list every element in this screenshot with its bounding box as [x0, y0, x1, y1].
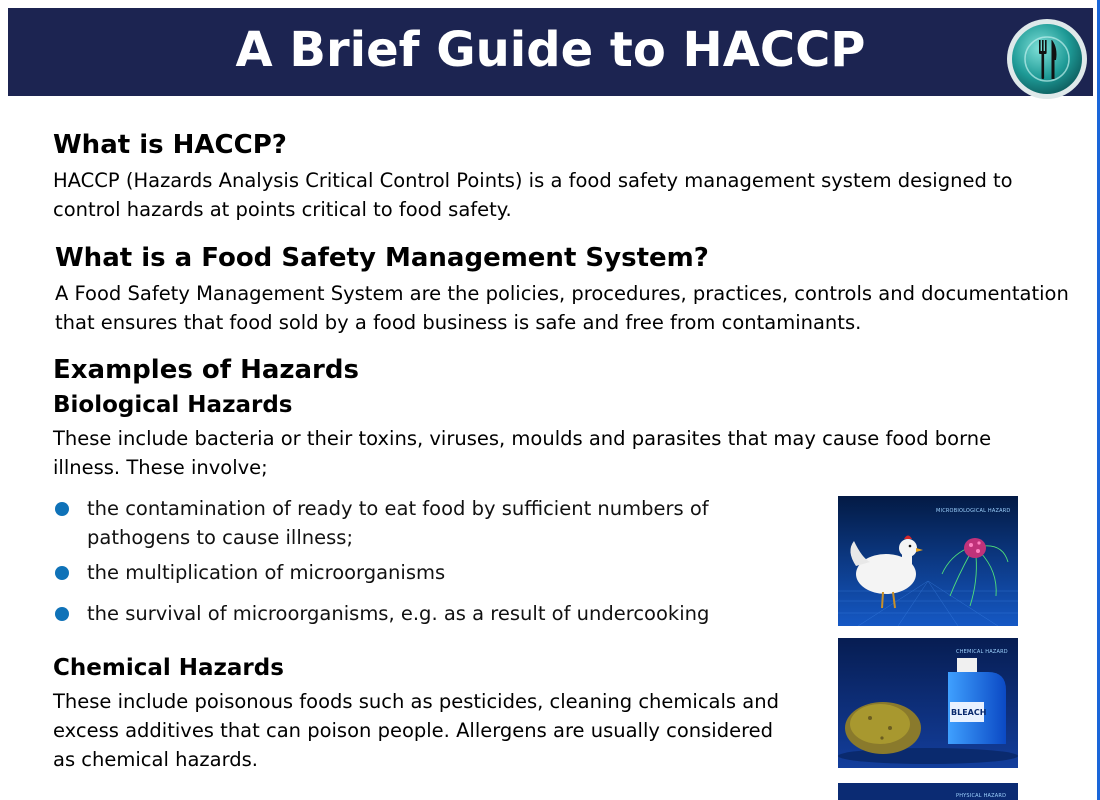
heading-chemical-hazards: Chemical Hazards — [53, 655, 284, 681]
physical-hazard-image — [838, 783, 1018, 800]
plate-cutlery-icon — [1006, 18, 1088, 100]
list-item — [55, 558, 795, 587]
list-item — [55, 599, 795, 628]
page-title: A Brief Guide to HACCP — [235, 22, 866, 78]
list-item-text: the survival of microorganisms, e.g. as a result of undercooking — [87, 602, 710, 625]
paragraph-food-safety-management-system: A Food Safety Management System are the policies, procedures, practices, controls and documentation that ensures that food sold by a food business is safe and free from contaminants. — [55, 282, 1069, 334]
microbiological-hazard-image — [838, 496, 1018, 626]
image-caption-chemical: CHEMICAL HAZARD — [956, 649, 1008, 655]
list-item — [55, 494, 795, 552]
bullet-dot — [55, 607, 69, 621]
heading-food-safety-management-system: What is a Food Safety Management System? — [55, 243, 709, 273]
paragraph-biological-hazards: These include bacteria or their toxins, viruses, moulds and parasites that may cause food borne illness. These involve; — [53, 427, 992, 479]
bullet-dot — [55, 502, 69, 516]
image-caption-microbiological: MICROBIOLOGICAL HAZARD — [936, 508, 1011, 514]
potato-bleach-illustration — [838, 638, 1018, 768]
heading-biological-hazards: Biological Hazards — [53, 392, 293, 418]
chicken-bacteria-illustration — [838, 496, 1018, 626]
chemical-hazard-image — [838, 638, 1018, 768]
title-banner — [8, 8, 1093, 96]
biological-hazards-list — [55, 494, 795, 628]
bullet-dot — [55, 566, 69, 580]
bleach-label: BLEACH — [951, 708, 987, 717]
image-caption-physical: PHYSICAL HAZARD — [956, 793, 1007, 799]
list-item-text: the multiplication of microorganisms — [87, 561, 446, 584]
paragraph-what-is-haccp: HACCP (Hazards Analysis Critical Control Points) is a food safety management system designed to control hazards at points critical to food safety. — [53, 169, 1013, 221]
heading-examples-of-hazards: Examples of Hazards — [53, 355, 359, 385]
list-item-text: the contamination of ready to eat food by sufficient numbers of pathogens to cause illness; — [87, 497, 709, 549]
heading-what-is-haccp: What is HACCP? — [53, 130, 287, 160]
paragraph-chemical-hazards: These include poisonous foods such as pesticides, cleaning chemicals and excess additives that can poison people. Allergens are usually considered as chemical hazards. — [53, 690, 779, 771]
